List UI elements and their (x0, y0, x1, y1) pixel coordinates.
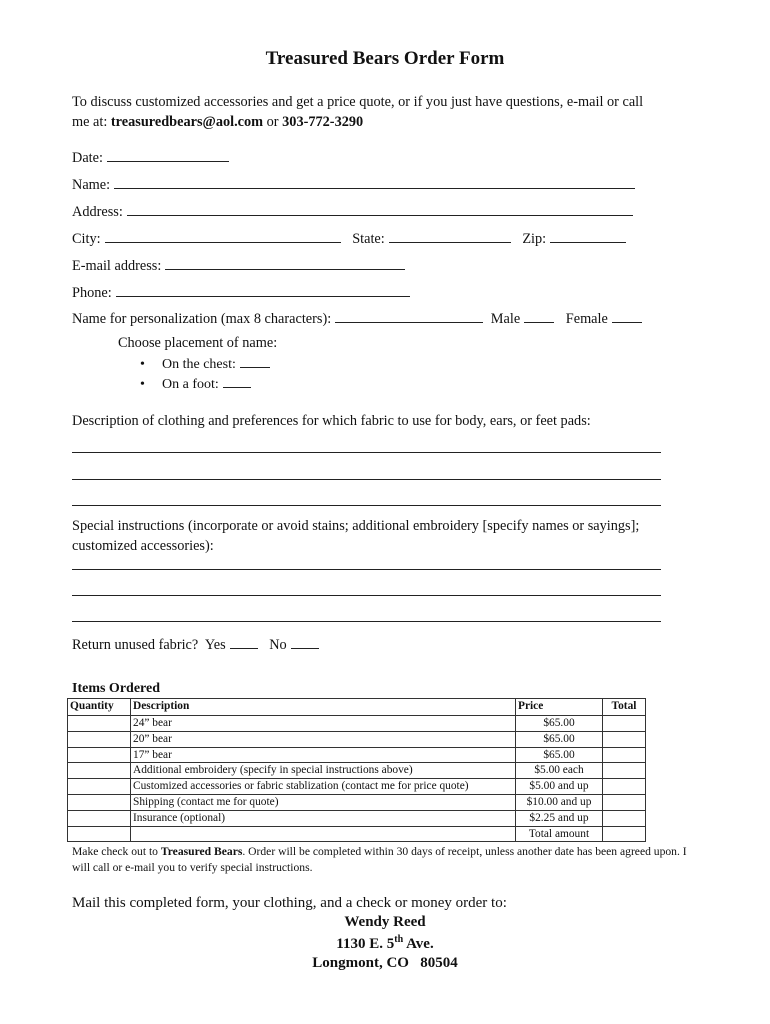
table-row (68, 826, 646, 842)
intro-text (72, 92, 643, 132)
intro-line-2: me at: treasuredbears@aol.com or 303-772-3290 (72, 114, 364, 130)
placement-option-foot: • On a foot: (140, 374, 251, 393)
chest-input[interactable] (240, 354, 270, 368)
state-input[interactable] (389, 229, 511, 243)
table-row (68, 747, 646, 763)
price-cell: $65.00 (516, 747, 603, 763)
intro-line-1: To discuss customized accessories and get a price quote, or if you just have questions, e-mail or call (72, 94, 644, 110)
quantity-cell[interactable] (68, 763, 131, 779)
mail-name: Wendy Reed (344, 914, 426, 930)
page-title: Treasured Bears Order Form (265, 48, 505, 69)
items-header-row (68, 699, 646, 716)
total-cell[interactable] (603, 731, 646, 747)
table-row (68, 779, 646, 795)
items-heading: Items Ordered (72, 681, 160, 696)
table-row (68, 810, 646, 826)
price-cell: $2.25 and up (516, 810, 603, 826)
address-field: Address: (72, 202, 633, 221)
phone-field: Phone: (72, 283, 410, 302)
table-row (68, 794, 646, 810)
city-input[interactable] (105, 229, 341, 243)
price-cell: $65.00 (516, 716, 603, 732)
quantity-cell[interactable] (68, 779, 131, 795)
quantity-cell[interactable] (68, 810, 131, 826)
description-cell: Customized accessories or fabric stablization (contact me for price quote) (131, 779, 516, 795)
total-amount-cell[interactable] (603, 826, 646, 842)
total-cell[interactable] (603, 810, 646, 826)
price-cell: $5.00 and up (516, 779, 603, 795)
header-price: Price (516, 699, 603, 716)
description-cell: Additional embroidery (specify in special instructions above) (131, 763, 516, 779)
email-input[interactable] (165, 256, 405, 270)
description-cell (131, 826, 516, 842)
name-input[interactable] (114, 175, 635, 189)
mail-street: 1130 E. 5th Ave. (336, 934, 434, 952)
table-row (68, 731, 646, 747)
total-cell[interactable] (603, 716, 646, 732)
date-input[interactable] (107, 148, 229, 162)
description-cell: 17” bear (131, 747, 516, 763)
foot-input[interactable] (223, 374, 251, 388)
quantity-cell[interactable] (68, 731, 131, 747)
quantity-cell[interactable] (68, 716, 131, 732)
total-cell[interactable] (603, 779, 646, 795)
description-cell: 24” bear (131, 716, 516, 732)
header-description: Description (131, 699, 516, 716)
clothing-line-3[interactable] (72, 505, 661, 506)
price-cell: $5.00 each (516, 763, 603, 779)
return-no-input[interactable] (291, 635, 319, 649)
contact-email[interactable]: treasuredbears@aol.com (110, 114, 264, 130)
return-fabric-field: Return unused fabric? Yes No (72, 635, 319, 654)
quantity-cell (68, 826, 131, 842)
male-input[interactable] (524, 309, 554, 323)
email-field: E-mail address: (72, 256, 405, 275)
table-row (68, 763, 646, 779)
table-row (68, 716, 646, 732)
personalization-input[interactable] (335, 309, 483, 323)
name-field: Name: (72, 175, 635, 194)
placement-option-chest: • On the chest: (140, 354, 270, 373)
header-quantity: Quantity (68, 699, 131, 716)
special-instructions-label: Special instructions (incorporate or avoid stains; additional embroidery [specify names or sayings]; customized accessories): (72, 518, 640, 554)
clothing-line-1[interactable] (72, 452, 661, 453)
special-line-2[interactable] (72, 595, 661, 596)
description-cell: Insurance (optional) (131, 810, 516, 826)
description-cell: 20” bear (131, 731, 516, 747)
city-state-zip-field: City: State: Zip: (72, 229, 626, 248)
mail-city: Longmont, CO 80504 (312, 955, 458, 971)
payment-footnote: Make check out to Treasured Bears. Order will be completed within 30 days of receipt, unless another date has been agreed upon. I will call or e-mail you to verify special instructions. (72, 845, 687, 874)
special-line-1[interactable] (72, 569, 661, 570)
return-yes-input[interactable] (230, 635, 258, 649)
phone-input[interactable] (116, 283, 410, 297)
mail-instruction: Mail this completed form, your clothing, and a check or money order to: (72, 895, 507, 911)
clothing-description-label: Description of clothing and preferences for which fabric to use for body, ears, or feet pads: (72, 413, 591, 429)
payee-name: Treasured Bears (160, 845, 243, 858)
female-input[interactable] (612, 309, 642, 323)
contact-phone[interactable]: 303-772-3290 (282, 114, 364, 130)
price-cell: $10.00 and up (516, 794, 603, 810)
special-line-3[interactable] (72, 621, 661, 622)
zip-input[interactable] (550, 229, 626, 243)
price-cell: Total amount (516, 826, 603, 842)
items-table (67, 698, 646, 842)
description-cell: Shipping (contact me for quote) (131, 794, 516, 810)
total-cell[interactable] (603, 763, 646, 779)
price-cell: $65.00 (516, 731, 603, 747)
quantity-cell[interactable] (68, 747, 131, 763)
personalization-field: Name for personalization (max 8 characters): Male Female (72, 309, 642, 328)
header-total: Total (603, 699, 646, 716)
clothing-line-2[interactable] (72, 479, 661, 480)
total-cell[interactable] (603, 794, 646, 810)
quantity-cell[interactable] (68, 794, 131, 810)
total-cell[interactable] (603, 747, 646, 763)
address-input[interactable] (127, 202, 633, 216)
date-field: Date: (72, 148, 229, 167)
placement-heading: Choose placement of name: (118, 335, 278, 351)
